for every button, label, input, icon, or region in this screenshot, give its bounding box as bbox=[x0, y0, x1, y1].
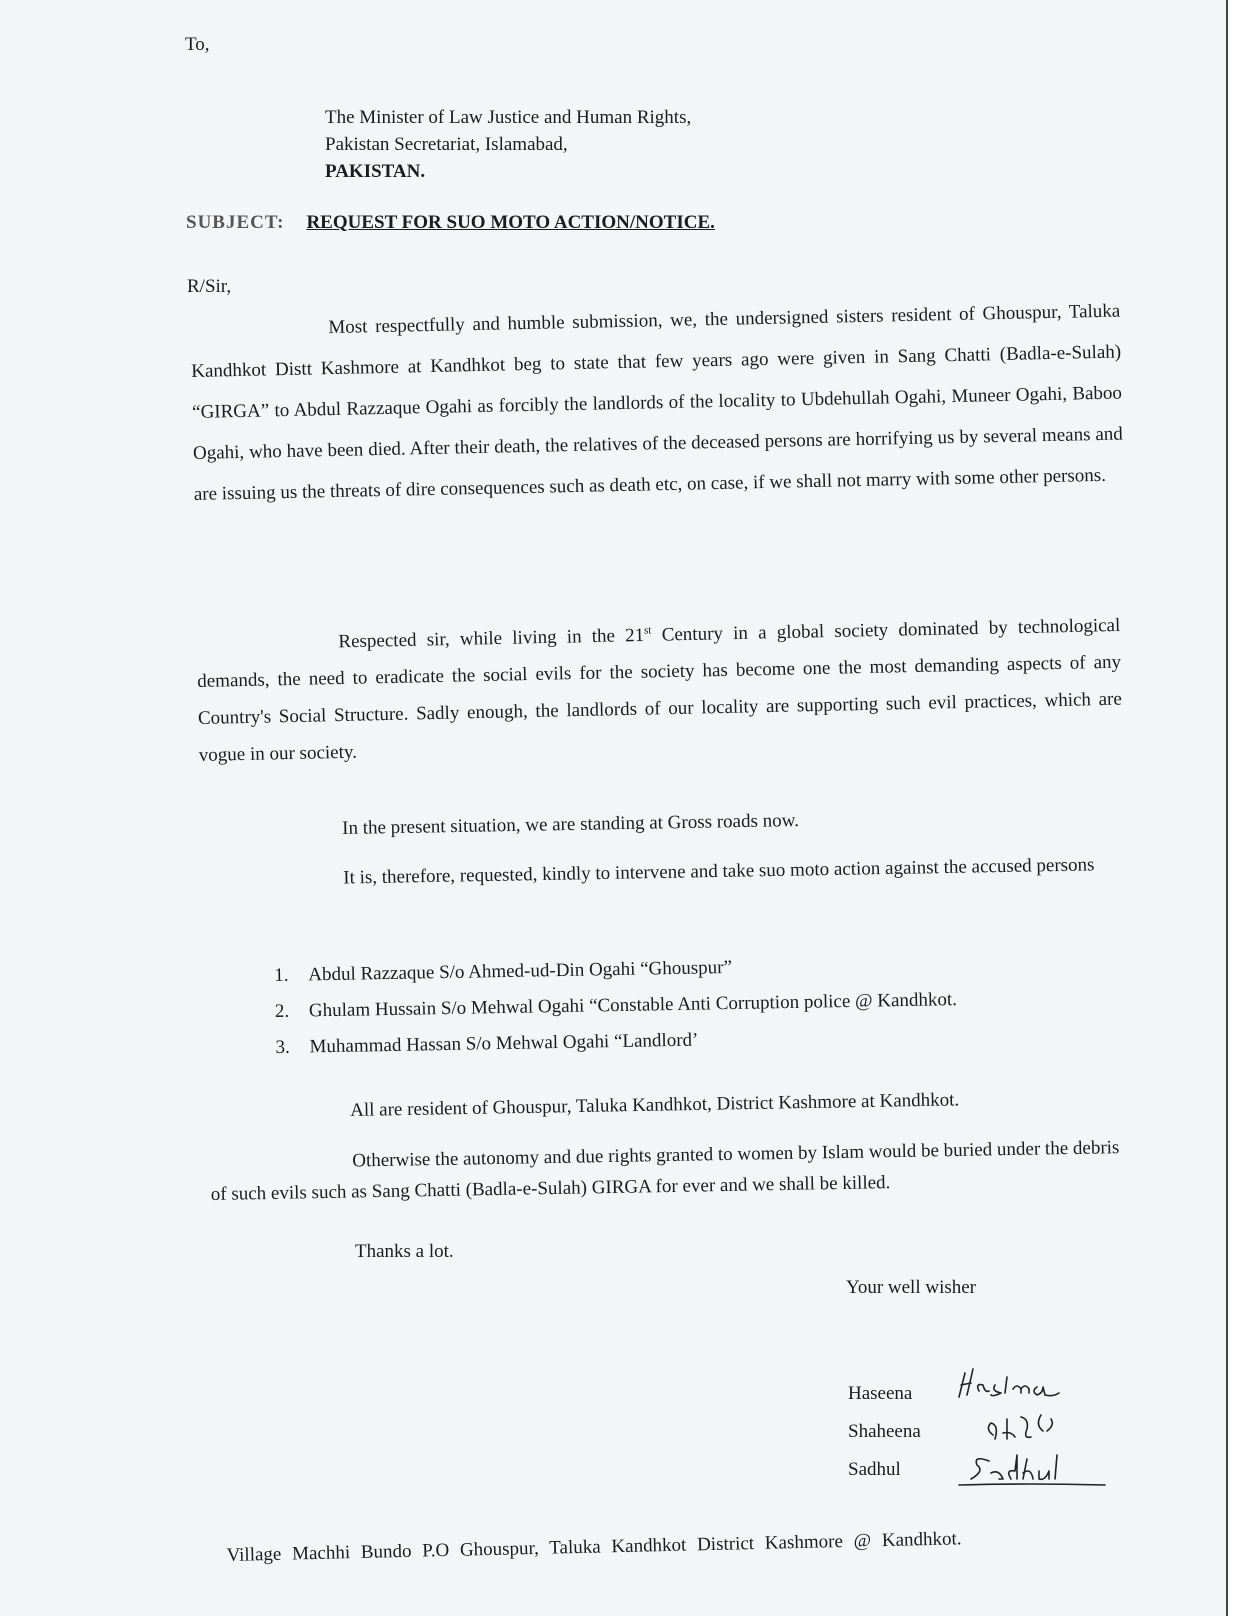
signature-haseena bbox=[959, 1369, 1059, 1397]
paragraph-5: All are resident of Ghouspur, Taluka Kandhkot, District Kashmore at Kandhkot. bbox=[350, 1089, 960, 1121]
list-number: 3. bbox=[275, 1036, 290, 1058]
list-text: Ghulam Hussain S/o Mehwal Ogahi “Constable Anti Corruption police @ Kandhkot. bbox=[308, 989, 958, 1022]
address-line-2: Pakistan Secretariat, Islamabad, bbox=[325, 134, 568, 155]
list-text: Abdul Razzaque S/o Ahmed-ud-Din Ogahi “Ghouspur” bbox=[308, 957, 733, 986]
paragraph-3: In the present situation, we are standing at Gross roads now. bbox=[342, 810, 800, 839]
subject-label: SUBJECT: bbox=[186, 212, 285, 233]
recipient-greeting: To, bbox=[185, 34, 210, 55]
paragraph-2-start: Respected sir, while living in the 21 bbox=[338, 624, 645, 653]
list-number: 2. bbox=[274, 1000, 290, 1022]
address-line-1: The Minister of Law Justice and Human Rights, bbox=[325, 107, 692, 128]
list-text: Muhammad Hassan S/o Mehwal Ogahi “Landlord’ bbox=[309, 1029, 699, 1058]
subject-line bbox=[186, 212, 715, 234]
paragraph-4: It is, therefore, requested, kindly to intervene and take suo moto action against the accused persons bbox=[343, 854, 1095, 889]
salutation: R/Sir, bbox=[187, 276, 232, 297]
paragraph-2 bbox=[196, 603, 1123, 775]
address-line-3: PAKISTAN. bbox=[325, 161, 426, 182]
signatory-name: Sadhul bbox=[848, 1459, 901, 1480]
subject-text: REQUEST FOR SUO MOTO ACTION/NOTICE. bbox=[306, 212, 715, 233]
paragraph-1: Most respectfully and humble submission, we, the undersigned sisters resident of Ghouspur, Taluka Kandhkot Distt Kashmore at Kandhkot beg to state that few years ago were given in Sang Chatti (Badla-e-Sulah) “GIRGA” to Abdul Razzaque Ogahi as forcibly the landlords of the locality to Ubdehullah Ogahi, Muneer Ogahi, Baboo Ogahi, who have been died. After their death, the relatives of the deceased persons are horrifying us by several means and are issuing us the threats of dire consequences such as death etc, on case, if we shall not marry with some other persons. bbox=[191, 300, 1124, 505]
handwritten-signatures bbox=[955, 1355, 1135, 1495]
signature-sadhul bbox=[959, 1455, 1105, 1485]
signatory-name: Haseena bbox=[848, 1383, 913, 1404]
footer-address: Village Machhi Bundo P.O Ghouspur, Taluka Kandhkot District Kashmore @ Kandhkot. bbox=[226, 1528, 962, 1566]
page-edge bbox=[1226, 0, 1248, 1616]
accused-list bbox=[274, 946, 958, 1066]
well-wisher-line: Your well wisher bbox=[846, 1277, 977, 1298]
list-number: 1. bbox=[274, 964, 289, 986]
paragraph-2-rest: Century in a global society dominated by technological demands, the need to eradicate the social evils for the society has become one the most demanding aspects of any Country's Social Structure. Sadly enough, the landlords of our locality are supporting such evil practices, which are vogue in our society. bbox=[197, 614, 1123, 767]
ordinal-suffix: st bbox=[643, 624, 652, 637]
signature-shaheena bbox=[988, 1415, 1052, 1439]
paragraph-6: Otherwise the autonomy and due rights granted to women by Islam would be buried under the debris of such evils such as Sang Chatti (Badla-e-Sulah) GIRGA for ever and we shall be killed. bbox=[210, 1137, 1120, 1205]
closing-thanks: Thanks a lot. bbox=[355, 1241, 454, 1262]
signatory-names bbox=[848, 1375, 921, 1489]
recipient-address bbox=[325, 104, 691, 185]
signatory-name: Shaheena bbox=[848, 1421, 921, 1442]
